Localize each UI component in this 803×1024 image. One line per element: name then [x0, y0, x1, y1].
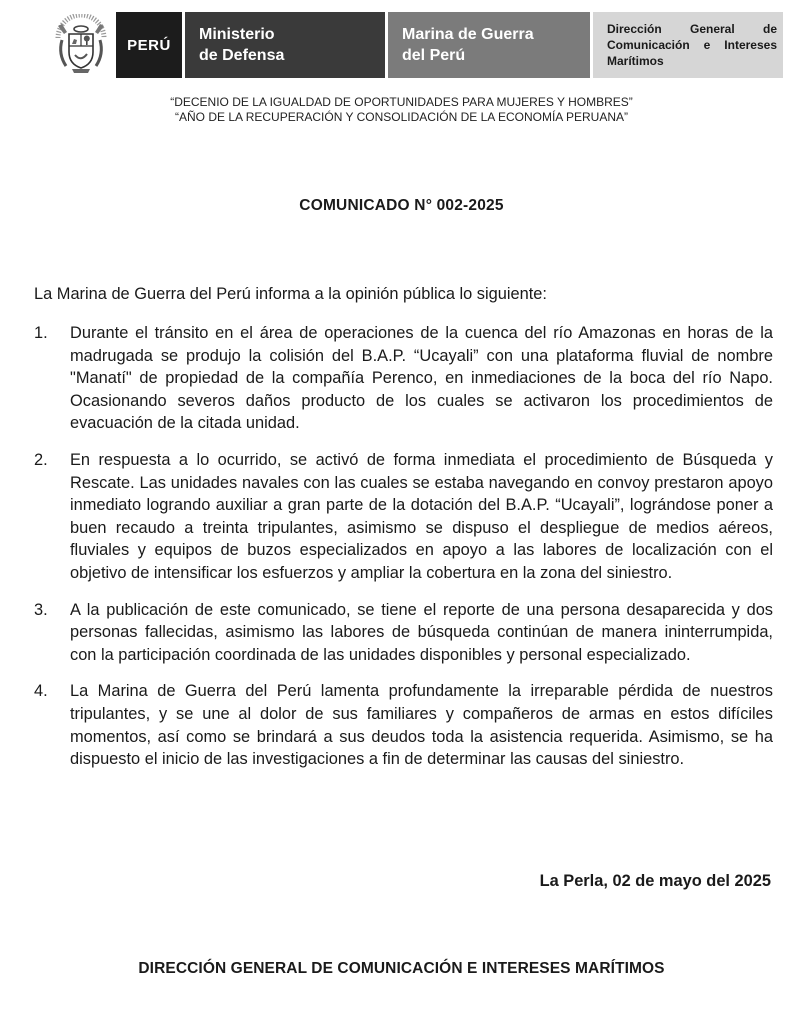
- list-item: [34, 322, 773, 435]
- year-motto: “AÑO DE LA RECUPERACIÓN Y CONSOLIDACIÓN DE LA ECONOMÍA PERUANA”: [175, 110, 628, 124]
- list-item: [34, 680, 773, 770]
- intro-paragraph: La Marina de Guerra del Perú informa a la opinión pública lo siguiente:: [34, 285, 547, 303]
- issuing-organization: DIRECCIÓN GENERAL DE COMUNICACIÓN E INTERESES MARÍTIMOS: [138, 960, 665, 977]
- ministry-label: Ministerio de Defensa: [185, 12, 385, 78]
- list-item: [34, 599, 773, 667]
- page-title: COMUNICADO N° 002-2025: [299, 197, 504, 214]
- item-number: 2.: [34, 450, 48, 469]
- navy-label: Marina de Guerra del Perú: [388, 12, 590, 78]
- item-text: La Marina de Guerra del Perú lamenta profundamente la irreparable pérdida de nuestros tripulantes, y se une al dolor de sus familiares y compañeros de armas en estos difíciles momentos, así como se brindará a sus deudos toda la asistencia requerida. Asimismo, se ha dispuesto el inicio de las investigaciones a fin de determinar las causas del siniestro.: [70, 682, 773, 769]
- item-text: En respuesta a lo ocurrido, se activó de forma inmediata el procedimiento de Búsqueda y Rescate. Las unidades navales con las cuales se estaba navegando en convoy prestaron apoyo inmediato logrando auxiliar a gran parte de la dotación del B.A.P. “Ucayali”, lográndose poner a buen recaudo a treinta tripulantes, asimismo se dispuso el despliegue de medios aéreos, fluviales y equipos de buzos especializados en apoyo a las labores de localización con el objetivo de intensificar los esfuerzos y ampliar la cobertura en la zona del siniestro.: [70, 450, 773, 582]
- item-number: 3.: [34, 600, 48, 619]
- list-item: [34, 449, 773, 585]
- letterhead: [50, 12, 783, 78]
- item-number: 4.: [34, 682, 48, 701]
- item-text: Durante el tránsito en el área de operaciones de la cuenca del río Amazonas en horas de la madrugada se produjo la colisión del B.A.P. “Ucayali” con una plataforma fluvial de nombre "Manatí" de propiedad de la compañía Perenco, en inmediaciones de la boca del río Napo. Ocasionando severos daños producto de los cuales se activaron los procedimientos de evacuación de la citada unidad.: [70, 324, 773, 433]
- directorate-label: Dirección General de Comunicación e Intereses Marítimos: [593, 12, 783, 78]
- item-text: A la publicación de este comunicado, se tiene el reporte de una persona desaparecida y dos personas fallecidas, asimismo las labores de búsqueda continúan de manera ininterrumpida, con la participación coordinada de las unidades disponibles y personal especializado.: [70, 600, 773, 664]
- country-label: PERÚ: [116, 12, 182, 78]
- decade-motto: “DECENIO DE LA IGUALDAD DE OPORTUNIDADES PARA MUJERES Y HOMBRES”: [170, 95, 633, 109]
- peru-coat-of-arms-icon: [50, 12, 112, 78]
- year-mottos: [0, 95, 803, 125]
- statement-list: [34, 322, 773, 785]
- item-number: 1.: [34, 324, 48, 342]
- place-date: La Perla, 02 de mayo del 2025: [539, 872, 771, 890]
